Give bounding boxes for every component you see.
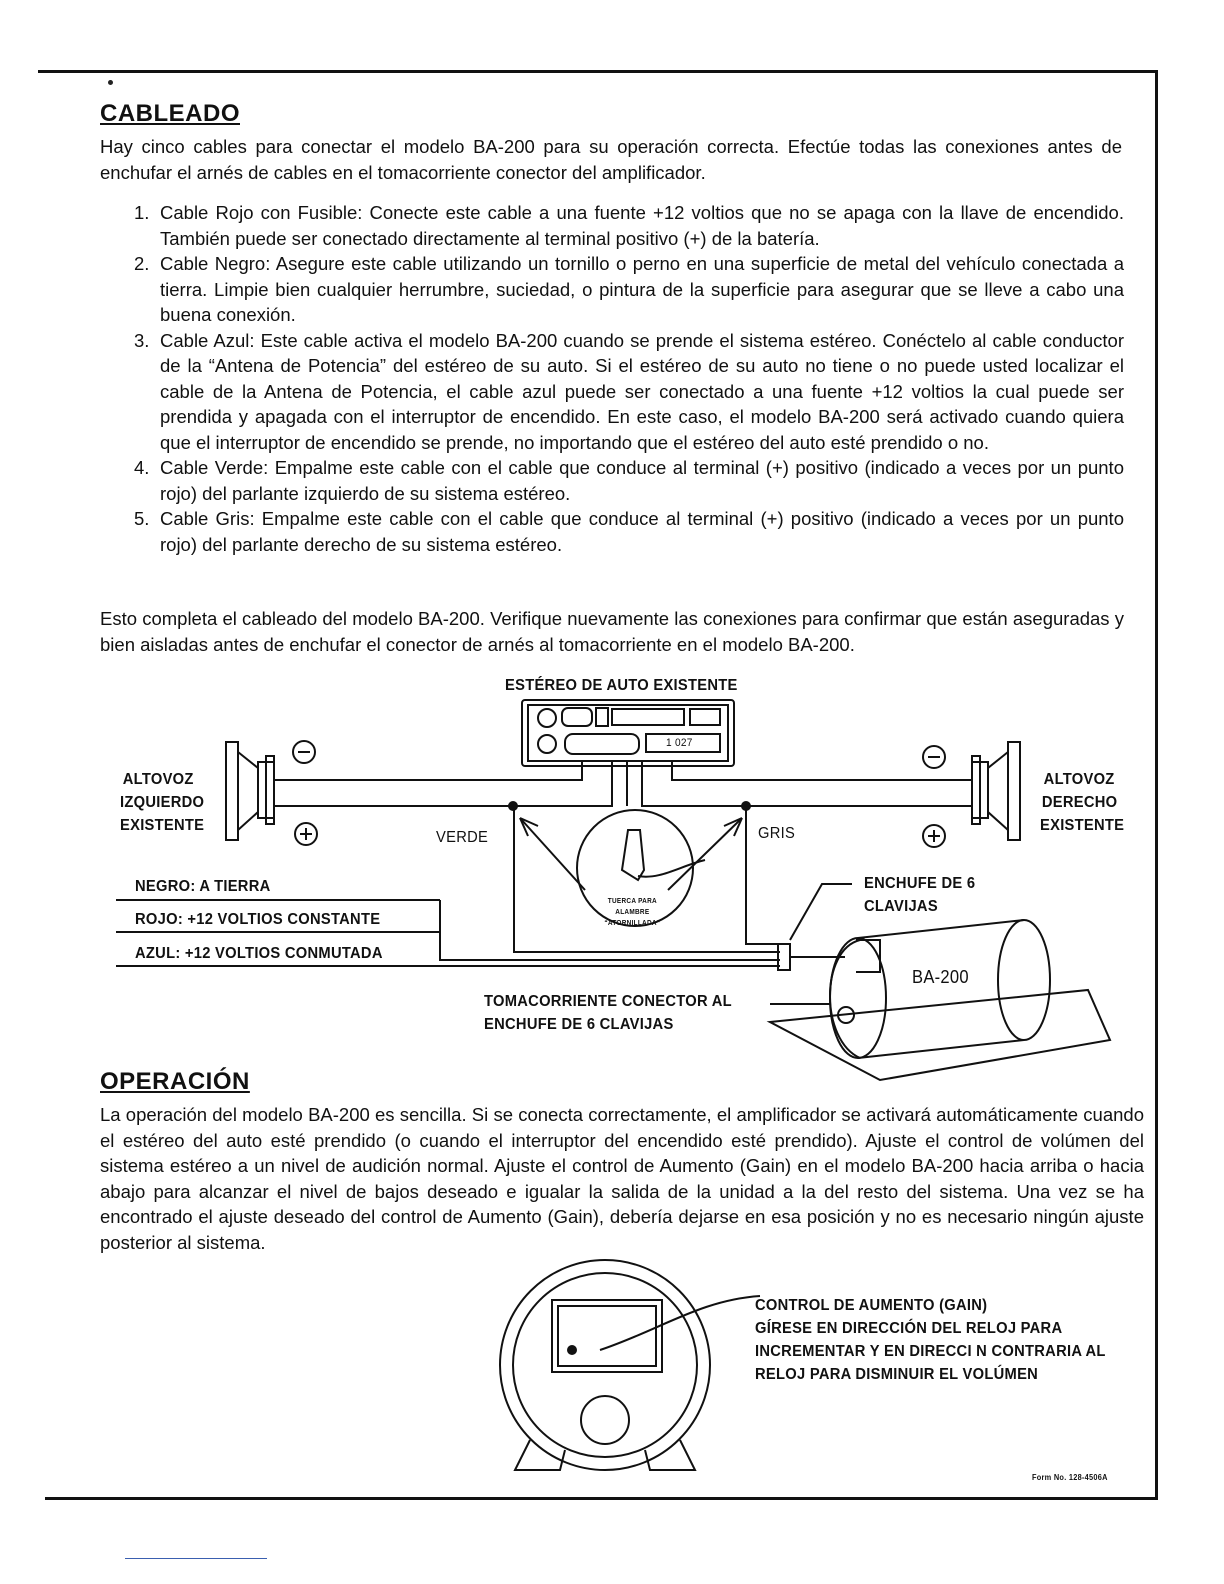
left-speaker-drawing [226,742,274,840]
blue-wire-label: AZUL: +12 VOLTIOS CONMUTADA [135,945,383,962]
car-stereo [522,700,734,766]
right-speaker-drawing [972,742,1020,840]
gain-drawing [500,1260,760,1470]
stereo-label: ESTÉREO DE AUTO EXISTENTE [505,677,738,694]
plug-label: ENCHUFE DE 6 CLAVIJAS [864,875,976,915]
socket-label: TOMACORRIENTE CONECTOR AL ENCHUFE DE 6 CLAVIJAS [484,993,732,1033]
amplifier-drawing [770,920,1110,1080]
wiring-item: 1. Cable Rojo con Fusible: Conecte este cable a una fuente +12 voltios que no se apaga con la llave de encendido. También puede ser conectado directamente al terminal positivo (+) de la batería. [134,202,1124,249]
page-link-line [125,1558,267,1559]
amp-model-label: BA-200 [912,967,969,987]
right-speaker-label: ALTOVOZ DERECHO EXISTENTE [1040,771,1125,834]
wiring-item: 3. Cable Azul: Este cable activa el modelo BA-200 cuando se prende el sistema estéreo. Conéctelo al cable conductor de la “Antena de Potencia” del estéreo de su auto. Si el estéreo de su auto no tiene o no puede usted localizar el cable de la Antena de Potencia, el cable azul puede ser conectado a una fuente +12 voltios la cual puede ser prendida y apagada con el interruptor de encendido. En este caso, el modelo BA-200 será activado cuando quiera que el interruptor de encendido se prende, no importando que el estéreo del auto esté prendido o no. [134,329,1124,453]
wire-nut-label: TUERCA PARA ALAMBRE “ATORNILLADA” [604,898,661,927]
red-wire-label: ROJO: +12 VOLTIOS CONSTANTE [135,911,381,928]
gray-label: GRIS [758,825,796,842]
wiring-item: 5. Cable Gris: Empalme este cable con el cable que conduce al terminal (+) positivo (indicado a veces por un punto rojo) del parlante derecho de su sistema estéreo. [134,508,1124,555]
left-speaker-label: ALTOVOZ IZQUIERDO EXISTENTE [120,771,205,834]
operation-heading: OPERACIÓN [100,1068,250,1095]
green-label: VERDE [436,829,489,846]
wiring-heading: CABLEADO [100,100,240,127]
form-number: Form No. 128-4506A [1032,1473,1108,1482]
gain-caption: CONTROL DE AUMENTO (GAIN) GÍRESE EN DIRECCIÓN DEL RELOJ PARA INCREMENTAR Y EN DIRECCI N CONTRARIA AL RELOJ PARA DISMINUIR EL VOLÚMEN [755,1297,1106,1383]
wiring-item: 4. Cable Verde: Empalme este cable con el cable que conduce al terminal (+) positivo (indicado a veces por un punto rojo) del parlante izquierdo de su sistema estéreo. [134,457,1124,504]
stereo-display: 1 027 [666,737,693,749]
wiring-item: 2. Cable Negro: Asegure este cable utilizando un tornillo o perno en una superficie de metal del vehículo conectada a tierra. Limpie bien cualquier herrumbre, suciedad, o pintura de la superficie para asegurar que se lleve a cabo una buena conexión. [134,253,1124,325]
wiring-closing: Esto completa el cableado del modelo BA-200. Verifique nuevamente las conexiones para confirmar que están aseguradas y bien aisladas antes de enchufar el conector de arnés al tomacorriente en el modelo BA-200. [100,608,1124,655]
operation-text: La operación del modelo BA-200 es sencilla. Si se conecta correctamente, el amplificador se activará automáticamente cuando el estéreo del auto esté prendido (o cuando el interruptor del encendido esté prendido). Ajuste el control de volúmen del sistema estéreo a un nivel de audición normal. Ajuste el control de Aumento (Gain) en el modelo BA-200 hacia arriba o hacia abajo para alcanzar el nivel de bajos deseado e igualar la salida de la unidad a la del resto del sistema. Una vez se ha encontrado el ajuste deseado del control de Aumento (Gain), debería dejarse en esa posición y no es necesario ningún ajuste posterior al sistema. [100,1104,1144,1253]
wiring-intro: Hay cinco cables para conectar el modelo BA-200 para su operación correcta. Efectúe todas las conexiones antes de enchufar el arnés de cables en el tomacorriente conector del amplificador. [100,136,1122,183]
black-wire-label: NEGRO: A TIERRA [135,878,271,895]
